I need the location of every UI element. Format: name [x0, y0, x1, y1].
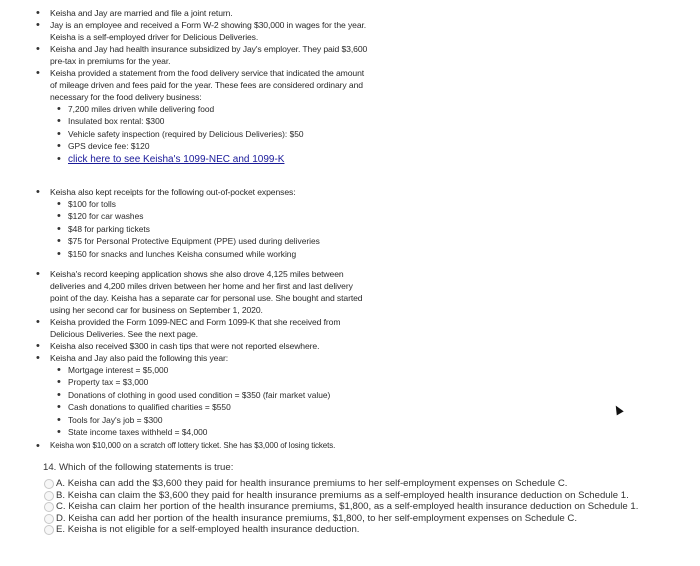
receipts-block: [0, 186, 700, 260]
radio-button[interactable]: [44, 525, 54, 535]
fact-cash-tips: • Keisha also received $300 in cash tips that were not reported elsewhere.: [0, 340, 700, 352]
option-c[interactable]: [44, 501, 694, 513]
question-text: 14. Which of the following statements is true:: [43, 462, 234, 473]
radio-button[interactable]: [44, 502, 54, 512]
receipt-item: • $75 for Personal Protective Equipment (PPE) used during deliveries: [0, 235, 700, 247]
fact-paid-this-year: • Keisha and Jay also paid the following this year:: [0, 352, 700, 364]
delivery-item: • 7,200 miles driven while delivering food: [0, 103, 700, 115]
delivery-item: • Vehicle safety inspection (required by Delicious Deliveries): $50: [0, 128, 700, 140]
paid-item: • State income taxes withheld = $4,000: [0, 426, 700, 438]
intro-facts: [0, 7, 700, 166]
paid-item: • Property tax = $3,000: [0, 376, 700, 388]
fact-jay-wages: • Jay is an employee and received a Form W-2 showing $30,000 in wages for the year. Keisha is a self-employed driver for Delicious Deliveries.: [0, 19, 700, 43]
receipt-item: • $120 for car washes: [0, 210, 700, 222]
option-label: C. Keisha can claim her portion of the health insurance premiums, $1,800, as a self-employed health insurance deduction on Schedule 1.: [56, 501, 639, 513]
option-e[interactable]: [44, 524, 694, 536]
paid-item: • Cash donations to qualified charities = $550: [0, 401, 700, 413]
fact-lottery: • Keisha won $10,000 on a scratch off lottery ticket. She has $3,000 of losing tickets.: [0, 440, 700, 452]
paid-item: • Donations of clothing in good used condition = $350 (fair market value): [0, 389, 700, 401]
option-label: B. Keisha can claim the $3,600 they paid for health insurance premiums as a self-employed health insurance deduction on Schedule 1.: [56, 489, 629, 501]
receipt-item: • $48 for parking tickets: [0, 223, 700, 235]
fact-delivery-statement: • Keisha provided a statement from the food delivery service that indicated the amount of mileage driven and fees paid for the year. These fees are considered ordinary and necessary for the food delivery business:: [0, 67, 700, 103]
radio-button[interactable]: [44, 479, 54, 489]
fact-1099-forms: • Keisha provided the Form 1099-NEC and Form 1099-K that she received from Delicious Deliveries. See the next page.: [0, 316, 700, 340]
radio-button[interactable]: [44, 514, 54, 524]
option-d[interactable]: [44, 513, 694, 525]
delivery-item: • Insulated box rental: $300: [0, 115, 700, 127]
option-b[interactable]: [44, 490, 694, 502]
option-label: D. Keisha can add her portion of the health insurance premiums, $1,800, to her self-employment expenses on Schedule C.: [56, 512, 578, 524]
receipts-intro: • Keisha also kept receipts for the following out-of-pocket expenses:: [0, 186, 700, 198]
paid-item: • Mortgage interest = $5,000: [0, 364, 700, 376]
fact-mileage-records: • Keisha's record keeping application shows she also drove 4,125 miles between deliveries and 4,200 miles driven between her home and her first and last delivery point of the day. Keisha has a separate car for personal use. She bought and started using her second car for business on September 1, 2020.: [0, 268, 700, 316]
option-a[interactable]: [44, 478, 694, 490]
option-label: E. Keisha is not eligible for a self-employed health insurance deduction.: [56, 524, 360, 536]
option-label: A. Keisha can add the $3,600 they paid for health insurance premiums to her self-employment expenses on Schedule C.: [56, 478, 568, 489]
fact-health-insurance: • Keisha and Jay had health insurance subsidized by Jay's employer. They paid $3,600 pre-tax in premiums for the year.: [0, 43, 700, 67]
fact-filing-status: • Keisha and Jay are married and file a joint return.: [0, 7, 700, 19]
paid-item: • Tools for Jay's job = $300: [0, 414, 700, 426]
forms-1099-link[interactable]: click here to see Keisha's 1099-NEC and 1099-K: [68, 153, 285, 165]
receipt-item: • $100 for tolls: [0, 198, 700, 210]
lottery-block: [0, 440, 700, 452]
receipt-item: • $150 for snacks and lunches Keisha consumed while working: [0, 248, 700, 260]
additional-facts: [0, 268, 700, 438]
delivery-item: • GPS device fee: $120: [0, 140, 700, 152]
radio-button[interactable]: [44, 491, 54, 501]
answer-options: [44, 478, 694, 536]
form-link-item: [0, 153, 700, 166]
